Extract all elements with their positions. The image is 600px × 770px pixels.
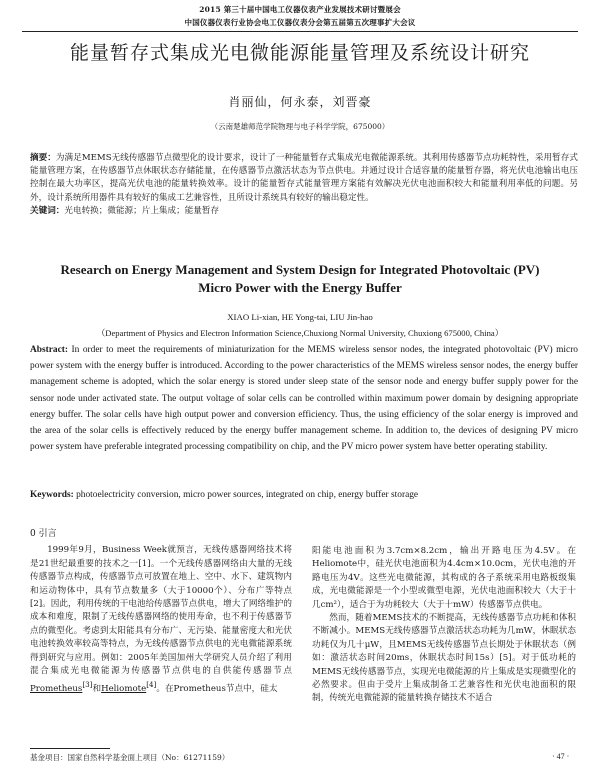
chinese-abstract-label: 摘要： [30, 153, 56, 163]
page-number: · 47 · [552, 752, 570, 761]
prometheus-citation: [3] [82, 680, 93, 690]
chinese-abstract [30, 152, 578, 218]
english-keywords-label: Keywords: [30, 490, 74, 500]
chinese-keywords-text: 光电转换；微能源；片上集成；能量暂存 [64, 205, 220, 216]
chinese-keywords-label: 关键词： [30, 205, 65, 216]
english-abstract-label: Abstract: [30, 345, 69, 355]
intro-left-end: 。在Prometheus节点中，硅太 [156, 684, 278, 695]
english-abstract-text: In order to meet the requirements of miniaturization for the MEMS wireless sensor nodes, the integrated photovoltaic (PV) micro power system with the energy buffer is introduced. According to the power characteristics of the MEMS wireless sensor nodes, the energy buffer management scheme is adopted, which the solar energy is stored under sleep state of the sensor node and energy buffer supply power for the sensor node under activated state. The output voltage of solar cells can be controlled within maximum power domain by designing appropriate energy buffer. The solar cells have high output power and conversion efficiency. Thus, the using efficiency of the solar energy is improved and the area of the solar cells is effectively reduced by the energy buffer management scheme. In addition to, the devices of designing PV micro power system have preferable integrated processing compatibility on chip, and the PV micro power system have better operating stability. [30, 345, 578, 453]
intro-right-paragraph-2: 然而，随着MEMS技术的不断提高，无线传感器节点功耗和体积不断减小。MEMS无线传感器节点激活状态功耗为几mW，休眠状态功耗仅为几十μW，且MEMS无线传感器节点长期处于休眠状态（例如：激活状态时间20ms，休眠状态时间15s）[5]。对于低功耗的MEMS无线传感器节点，实现光电微能源的片上集成是实现微型化的必然要求。但由于受片上集成制备工艺兼容性和光伏电池面积的限制，传统光电微能源的能量转换存储技术不适合 [312, 613, 576, 704]
english-title-line2: Micro Power with the Energy Buffer [198, 280, 402, 295]
conference-header-line1: 2015 第三十届中国电工仪器仪表产业发展技术研讨暨展会 [199, 5, 401, 14]
english-affiliation: （Department of Physics and Electron Information Science,Chuxiong Normal University, Chuxiong 675000, China） [96, 328, 504, 338]
heliomote-ref: Heliomote [101, 684, 147, 695]
intro-left-column [30, 528, 292, 697]
chinese-authors: 肖丽仙，何永泰，刘晋豪 [228, 95, 372, 109]
english-authors: XIAO Li-xian, HE Yong-tai, LIU Jin-hao [227, 312, 373, 322]
intro-left-and: 和 [92, 684, 102, 695]
intro-right-column [312, 545, 576, 706]
english-title [0, 261, 600, 297]
chinese-title: 能量暂存式集成光电微能源能量管理及系统设计研究 [69, 42, 530, 64]
intro-left-paragraph [30, 544, 292, 696]
intro-left-text: 1999年9月，Business Week就预言，无线传感器网络技术将是21世纪最重要的技术之一[1]。一个无线传感器网络由大量的无线传感器节点构成，传感器节点可放置在地上、空中、水下、建筑物内和运动物体中，具有节点数量多（大于10000个）、分布广等特点[2]。因此，利用传统的干电池给传感器节点供电，增大了网络维护的成本和难度，限制了无线传感器网络的使用寿命，也不利于传感器节点的微型化。考虑到太阳能具有分布广、无污染、能量密度大和光伏电池转换效率较高等特点，为无线传感器节点供电的光电微能源系统得到研究与应用。例如：2005年美国加州大学研究人员介绍了利用混合集成光电微能源为传感器节点供电的自供能传感器节点 [30, 545, 292, 677]
english-keywords-text: photoelectricity conversion, micro power sources, integrated on chip, energy buffer storage [76, 490, 419, 500]
heliomote-citation: [4] [146, 680, 157, 690]
header-divider [22, 31, 578, 32]
intro-heading: 0 引言 [30, 529, 57, 539]
chinese-abstract-text: 为满足MEMS无线传感器节点微型化的设计要求，设计了一种能量暂存式集成光电微能源系统。其利用传感器节点功耗特性，采用暂存式能量管理方案，在传感器节点休眠状态存储能量，在传感器节点激活状态为节点供电。并通过设计合适容量的能量暂存器，将光伏电池输出电压控制在最大功率区，提高光伏电池的能量转换效率。设计的能量暂存式能量管理方案能有效解决光伏电池面积较大和能量利用率低的问题。另外，设计系统所用器件具有较好的集成工艺兼容性，且所设计系统具有较好的输出稳定性。 [30, 153, 578, 203]
intro-right-paragraph-1: 阳能电池面积为3.7cm×8.2cm，输出开路电压为4.5V。在Heliomote中，硅光伏电池面积为4.4cm×10.0cm，光伏电池的开路电压为4V。这些光电微能源，其构成的各子系统采用电路板级集成，光电微能源是一个小型或微型电源，光伏电池面积较大（大于十几cm²），适合于为功耗较大（大于十mW）传感器节点供电。 [312, 546, 576, 610]
funding-footnote: 基金项目：国家自然科学基金面上项目（No：61271159） [30, 753, 230, 762]
english-abstract [30, 342, 578, 455]
english-keywords [30, 490, 578, 500]
chinese-affiliation: （云南楚雄师范学院物理与电子科学学院，675000） [210, 122, 390, 131]
english-title-line1: Research on Energy Management and System Design for Integrated Photovoltaic (PV) [60, 262, 540, 277]
prometheus-ref: Prometheus [30, 684, 83, 695]
conference-header-line2: 中国仪器仪表行业协会电工仪器仪表分会第五届第五次理事扩大会议 [184, 18, 416, 27]
footnote-divider [30, 748, 110, 749]
